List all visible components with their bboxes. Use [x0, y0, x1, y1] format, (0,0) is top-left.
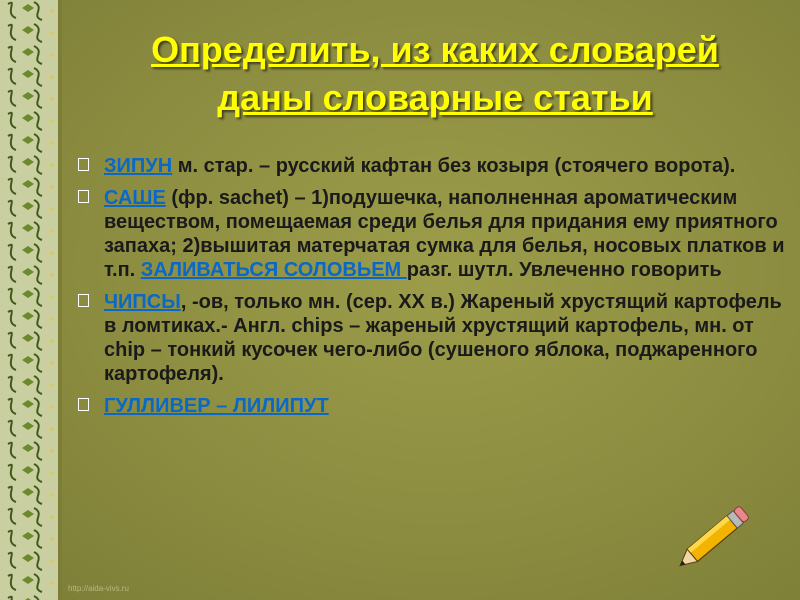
vine-border [0, 0, 62, 600]
list-item [78, 154, 790, 178]
term-link-sashe[interactable]: САШЕ [104, 187, 166, 209]
entry-text: разг. шутл. Увлеченно говорить [406, 259, 722, 281]
bullet-icon [78, 158, 89, 171]
term-link-zipun[interactable]: ЗИПУН [104, 155, 173, 177]
title-line-1: Определить, из каких словарей [151, 29, 719, 70]
entry-text: (фр. sachet) – 1)подушечка, наполненная ароматическим веществом, помещаемая среди белья для придания ему приятного запаха; 2)вышитая матерчатая сумка для белья, носовых платков и т.п. [104, 187, 785, 281]
term-link-zalivatsya[interactable]: ЗАЛИВАТЬСЯ СОЛОВЬЕМ [140, 259, 407, 281]
entry-text: , -ов, только мн. (сер. XX в.) Жареный хрустящий картофель в ломтиках.- Англ. chips – жареный хрустящий картофель, мн. от chip – тонкий кусочек чего-либо (сушеного яблока, поджаренного картофеля). [104, 291, 782, 385]
term-link-chipsy[interactable]: ЧИПСЫ [104, 291, 181, 313]
list-item [78, 186, 790, 282]
title-line-2: даны словарные статьи [217, 77, 653, 118]
bullet-icon [78, 294, 89, 307]
vine-border-icon [0, 0, 62, 600]
pencil-icon [668, 496, 758, 580]
list-item [78, 394, 790, 418]
term-separator: – [216, 395, 228, 417]
term-link-gulliver[interactable]: ГУЛЛИВЕР [104, 395, 217, 417]
list-item [78, 290, 790, 386]
bullet-icon [78, 190, 89, 203]
entries-list [78, 154, 790, 426]
entry-text: м. стар. – русский кафтан без козыря (стоячего ворота). [172, 155, 736, 177]
term-link-liliput[interactable]: ЛИЛИПУТ [227, 395, 329, 417]
slide-title [70, 26, 800, 122]
footer-url: http://aida-vivs.ru [68, 584, 129, 593]
bullet-icon [78, 398, 89, 411]
